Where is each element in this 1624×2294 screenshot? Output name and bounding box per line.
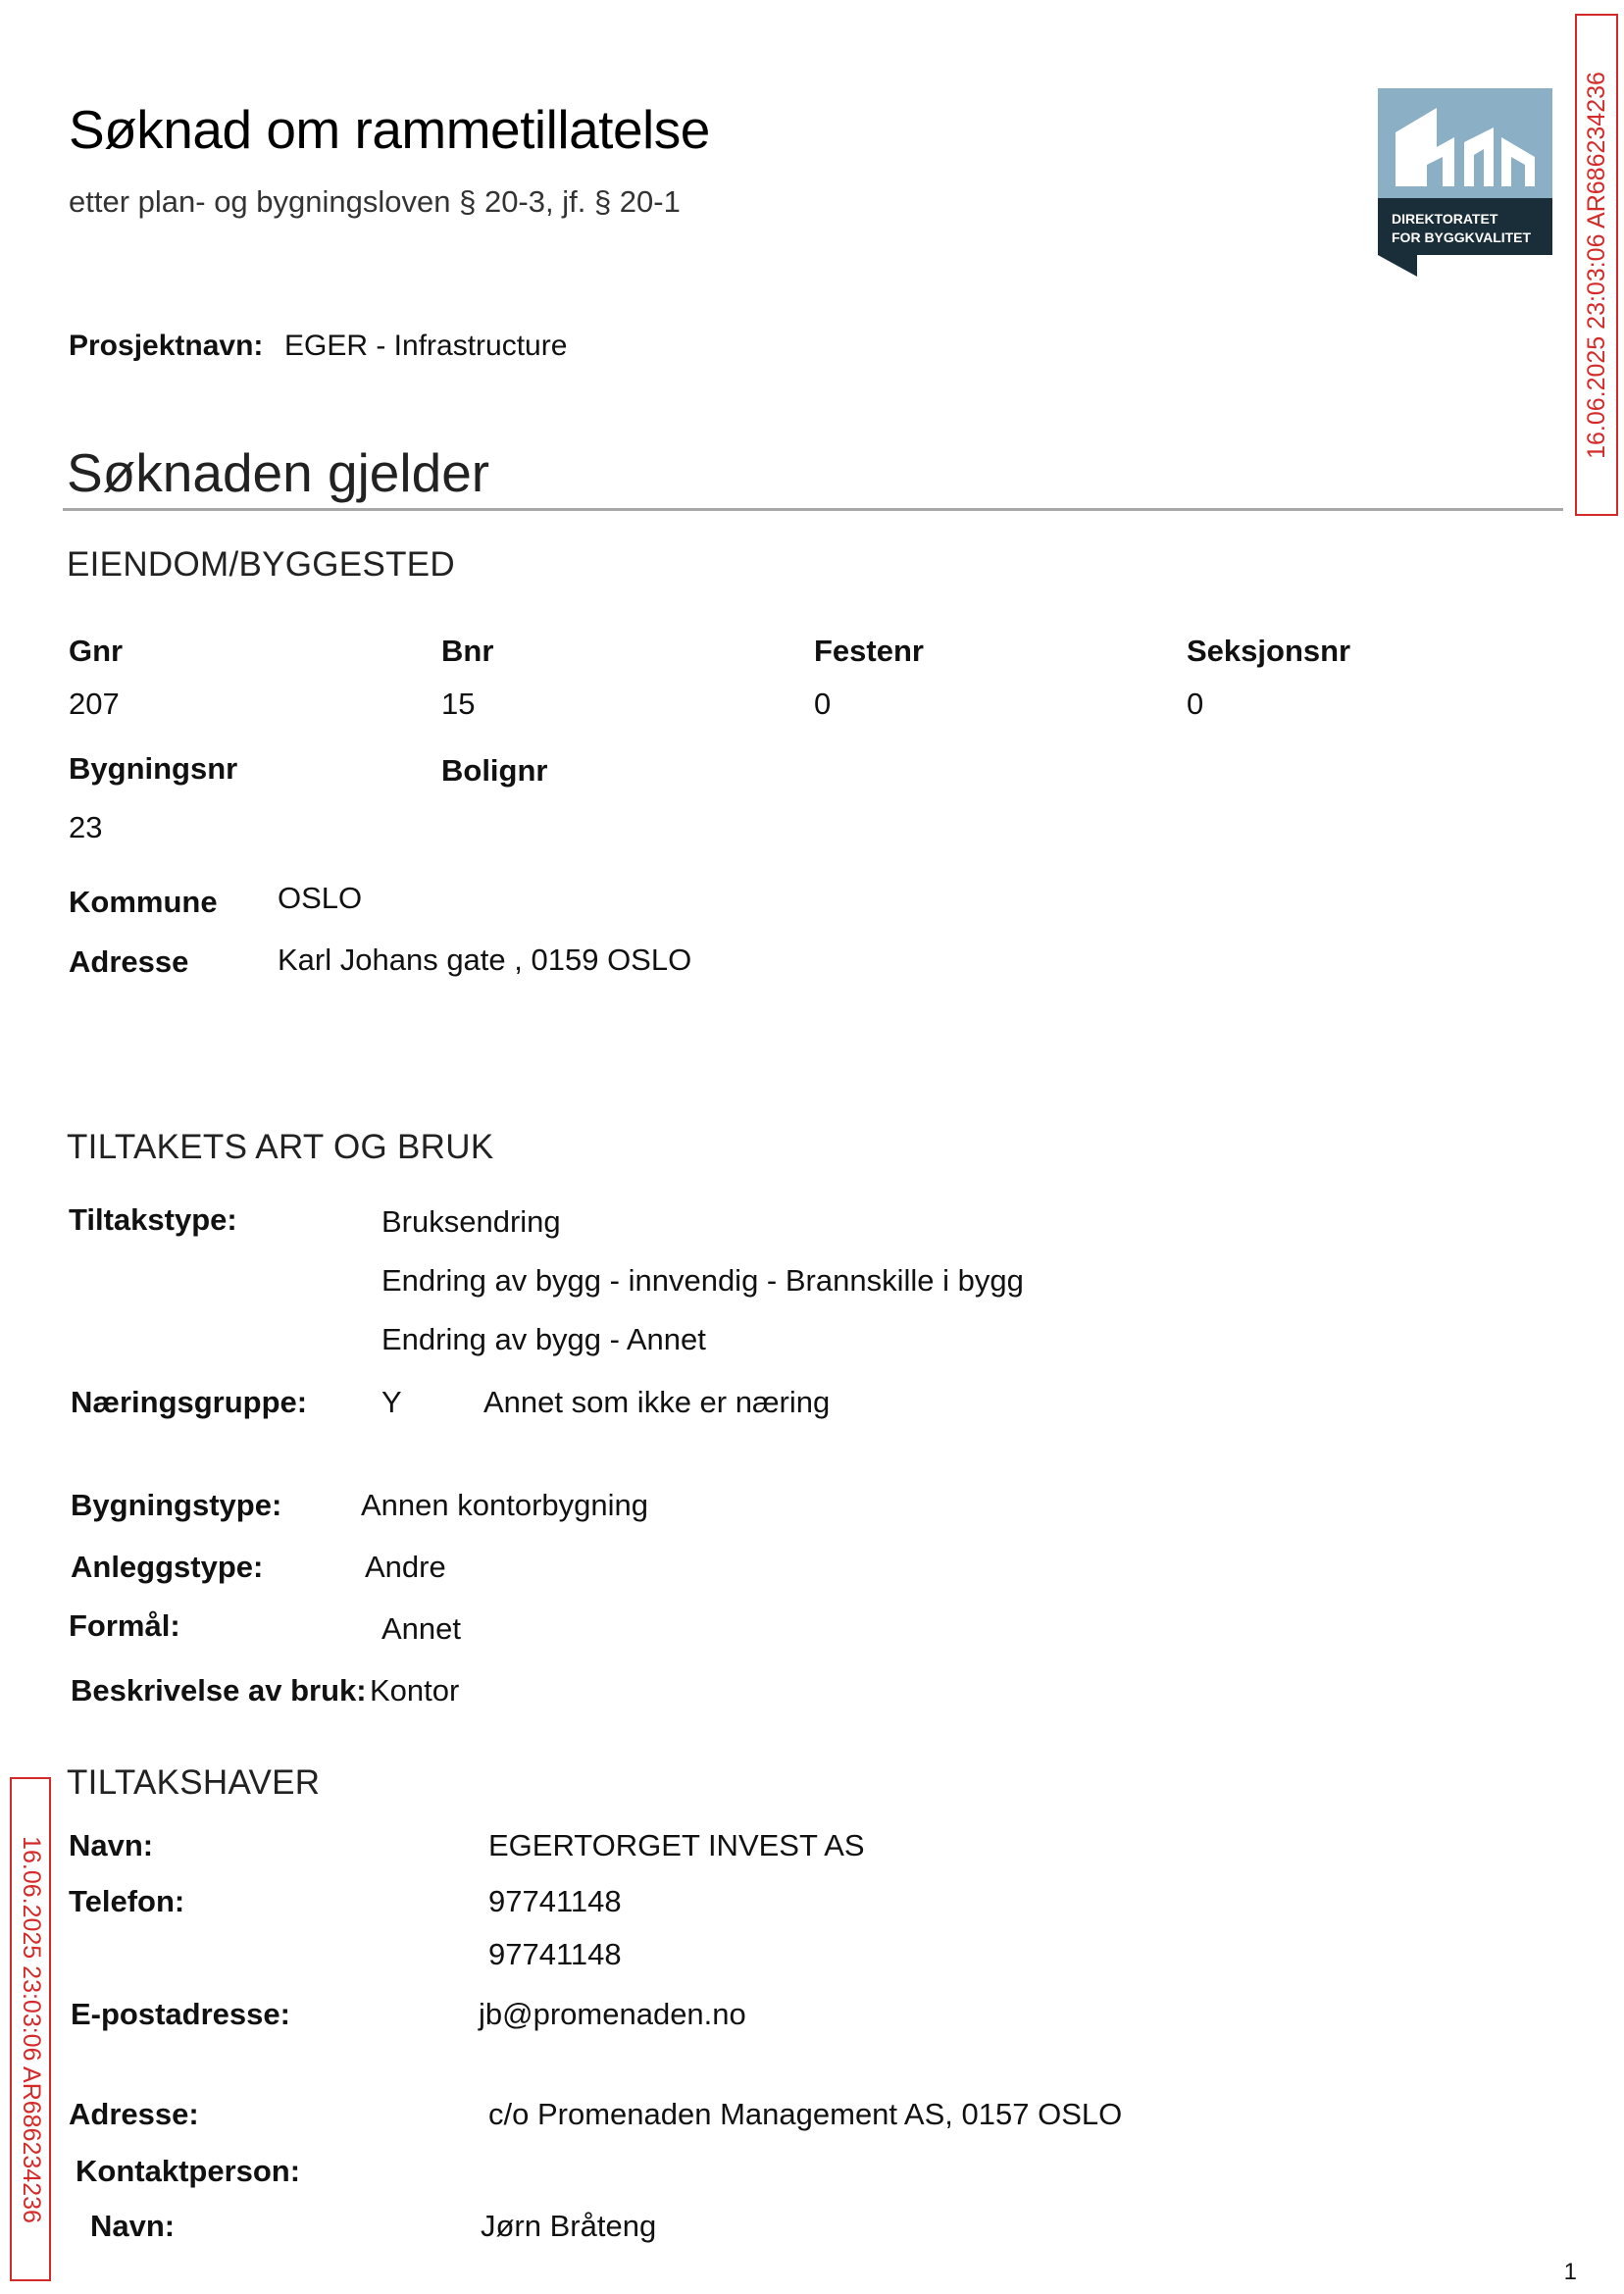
tiltakshaver-heading: TILTAKSHAVER (67, 1763, 321, 1802)
adresse-value: Karl Johans gate , 0159 OSLO (278, 943, 692, 977)
anleggstype-value: Andre (365, 1550, 446, 1584)
bygningstype-label: Bygningstype: (71, 1488, 282, 1522)
kontakt-navn-value: Jørn Bråteng (481, 2209, 657, 2243)
bygningsnr-label: Bygningsnr (69, 751, 238, 786)
navn-label: Navn: (69, 1828, 154, 1862)
epost-label: E-postadresse: (71, 1997, 290, 2031)
kommune-label: Kommune (69, 885, 218, 919)
naeringsgruppe-label: Næringsgruppe: (71, 1385, 308, 1419)
kontakt-navn-label: Navn: (90, 2209, 176, 2243)
tiltakstype-value: Bruksendring (381, 1204, 561, 1239)
bygningsnr-value: 23 (69, 810, 103, 844)
seksjonsnr-value: 0 (1187, 687, 1204, 721)
seksjonsnr-label: Seksjonsnr (1187, 634, 1351, 668)
tiltak-heading: TILTAKETS ART OG BRUK (67, 1128, 494, 1166)
telefon-value: 97741148 (488, 1884, 622, 1918)
timestamp-stamp-top: 16.06.2025 23:03:06 AR686234236 (1575, 14, 1618, 516)
telefon-label: Telefon: (69, 1884, 185, 1918)
naeringsgruppe-value: Annet som ikke er næring (483, 1385, 831, 1419)
timestamp-stamp-side: 16.06.2025 23:03:06 AR686234236 (10, 1777, 51, 2281)
tiltakstype-value: Endring av bygg - Annet (381, 1322, 706, 1356)
formal-label: Formål: (69, 1608, 180, 1643)
tiltakshaver-adresse-label: Adresse: (69, 2097, 199, 2131)
bygningstype-value: Annen kontorbygning (361, 1488, 649, 1522)
dibk-logo (1378, 88, 1552, 277)
logo-text-line1: DIREKTORATET (1392, 211, 1498, 227)
adresse-label: Adresse (69, 944, 189, 979)
naeringsgruppe-code: Y (381, 1385, 402, 1419)
tiltakshaver-adresse-value: c/o Promenaden Management AS, 0157 OSLO (488, 2097, 1123, 2131)
epost-value: jb@promenaden.no (479, 1997, 746, 2031)
beskrivelse-value: Kontor (370, 1673, 460, 1708)
tiltakstype-value: Endring av bygg - innvendig - Brannskille i bygg (381, 1263, 1024, 1298)
logo-text-line2: FOR BYGGKVALITET (1392, 229, 1532, 245)
bolignr-label: Bolignr (441, 753, 548, 788)
festenr-label: Festenr (814, 634, 924, 668)
navn-value: EGERTORGET INVEST AS (488, 1828, 865, 1862)
project-label: Prosjektnavn: (69, 330, 264, 362)
section-divider (63, 508, 1563, 511)
tiltakstype-label: Tiltakstype: (69, 1202, 237, 1237)
kommune-value: OSLO (278, 881, 363, 915)
page-number: 1 (1563, 2259, 1577, 2285)
bnr-value: 15 (441, 687, 476, 721)
document-title: Søknad om rammetillatelse (69, 99, 710, 160)
document-subtitle: etter plan- og bygningsloven § 20-3, jf. § 20-1 (69, 184, 681, 219)
festenr-value: 0 (814, 687, 832, 721)
formal-value: Annet (381, 1611, 462, 1646)
telefon-value: 97741148 (488, 1937, 622, 1971)
anleggstype-label: Anleggstype: (71, 1550, 264, 1584)
project-value: EGER - Infrastructure (284, 330, 568, 362)
kontaktperson-label: Kontaktperson: (76, 2154, 301, 2188)
gnr-label: Gnr (69, 634, 124, 668)
beskrivelse-label: Beskrivelse av bruk: (71, 1673, 367, 1708)
gnr-value: 207 (69, 687, 120, 721)
bnr-label: Bnr (441, 634, 494, 668)
property-heading: EIENDOM/BYGGESTED (67, 545, 455, 584)
section-heading: Søknaden gjelder (67, 442, 490, 503)
